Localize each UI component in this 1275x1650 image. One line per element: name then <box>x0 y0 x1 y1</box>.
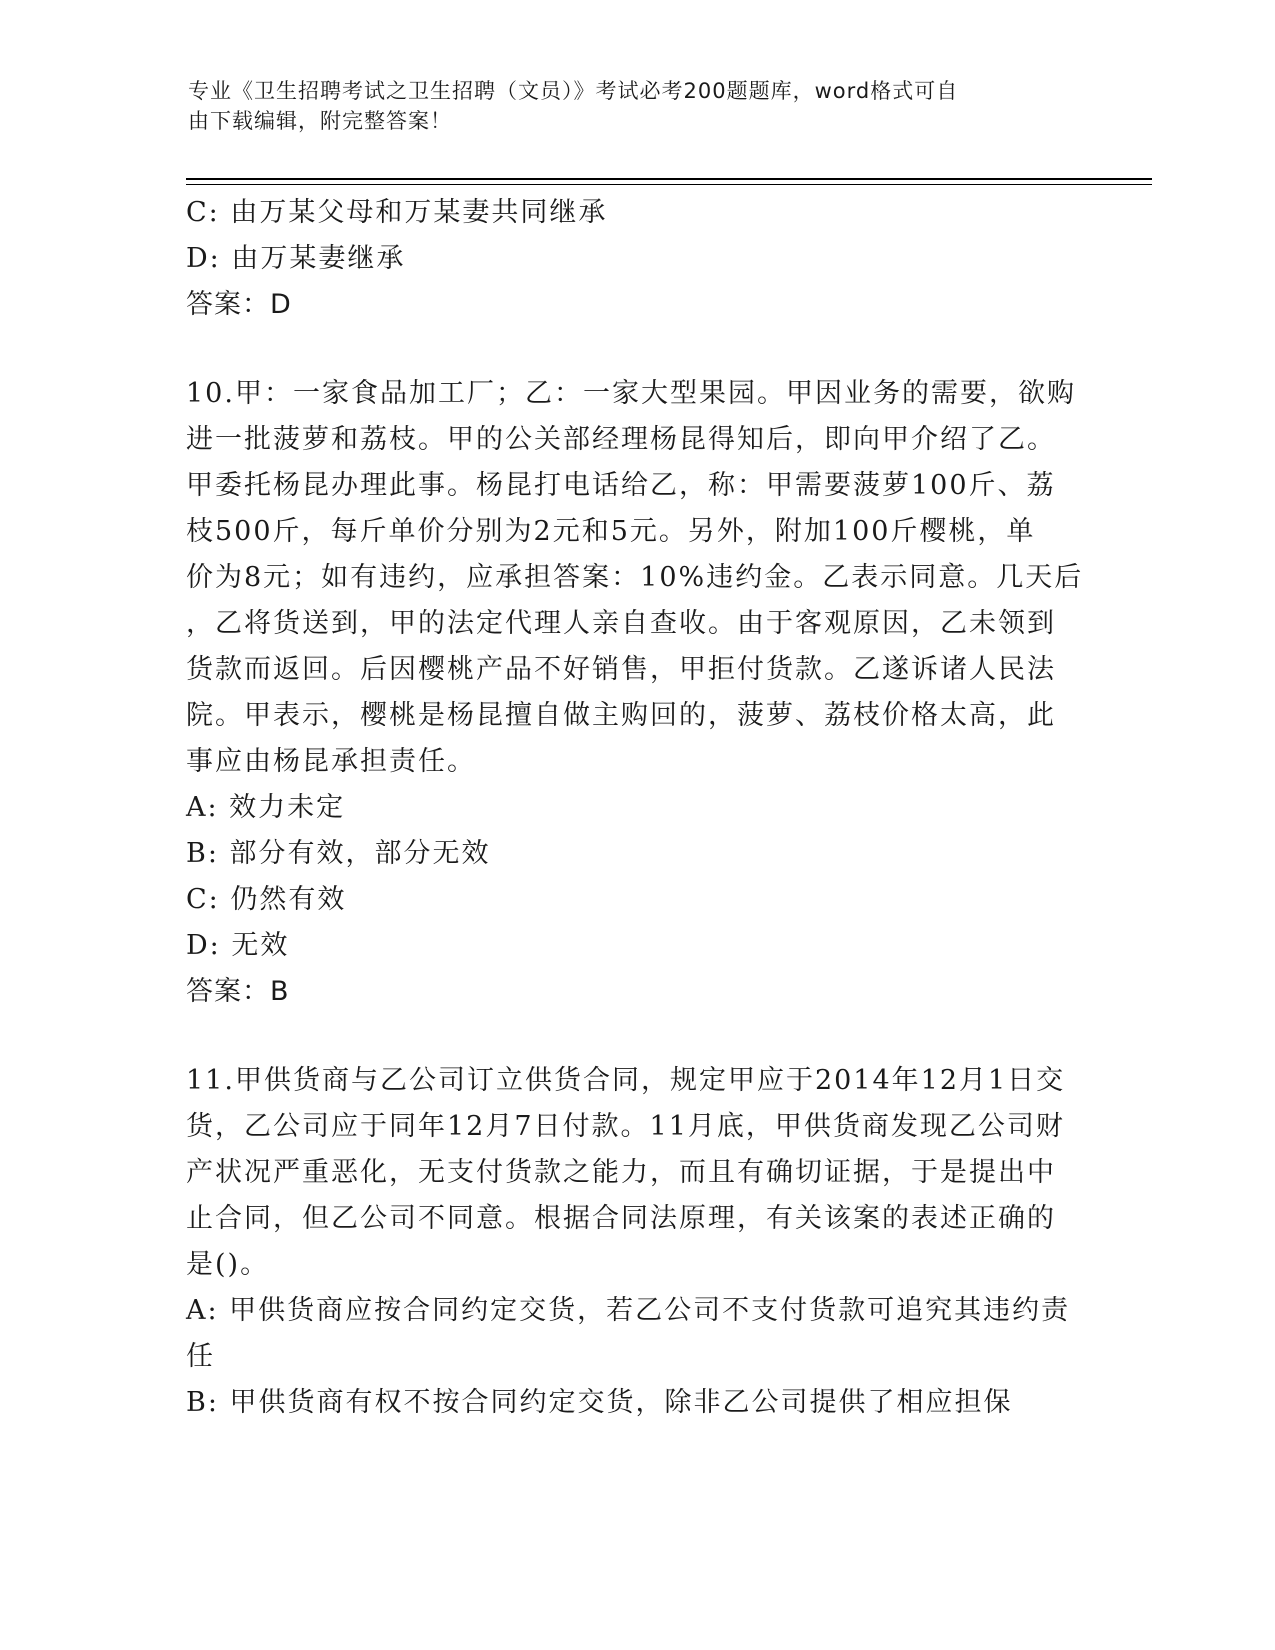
q11-option-b: B: 甲供货商有权不按合同约定交货，除非乙公司提供了相应担保 <box>186 1387 1013 1418</box>
document-body <box>186 190 1086 1426</box>
header-divider-thin <box>186 184 1152 185</box>
q11-stem-line: 货，乙公司应于同年12月7日付款。11月底，甲供货商发现乙公司财 <box>186 1111 1065 1142</box>
q11-option-a-line-1: A: 甲供货商应按合同约定交货，若乙公司不支付货款可追究其违约责 <box>186 1295 1071 1326</box>
document-header <box>188 76 1068 136</box>
q11-stem-line: 产状况严重恶化，无支付货款之能力，而且有确切证据，于是提出中 <box>186 1157 1056 1188</box>
q10-option-b: B: 部分有效，部分无效 <box>186 838 491 869</box>
q10-stem-line: 事应由杨昆承担责任。 <box>186 746 476 777</box>
q10-stem-line: ，乙将货送到，甲的法定代理人亲自查收。由于客观原因，乙未领到 <box>186 608 1056 639</box>
q10-stem-line: 价为8元；如有违约，应承担答案：10%违约金。乙表示同意。几天后 <box>186 562 1084 593</box>
q10-option-d: D: 无效 <box>186 930 290 961</box>
question-9-tail <box>186 190 1086 328</box>
header-line-1: 专业《卫生招聘考试之卫生招聘（文员）》考试必考200题题库，word格式可自 <box>188 79 959 103</box>
q10-option-a: A: 效力未定 <box>186 792 346 823</box>
q11-stem-line: 11.甲供货商与乙公司订立供货合同，规定甲应于2014年12月1日交 <box>186 1065 1066 1096</box>
q10-stem-line: 枝500斤，每斤单价分别为2元和5元。另外，附加100斤樱桃，单 <box>186 516 1036 547</box>
q9-option-d: D: 由万某妻继承 <box>186 243 406 274</box>
q9-answer: 答案：D <box>186 289 292 320</box>
q10-stem-line: 甲委托杨昆办理此事。杨昆打电话给乙，称：甲需要菠萝100斤、荔 <box>186 470 1056 501</box>
q10-option-c: C: 仍然有效 <box>186 884 347 915</box>
q11-stem-line: 止合同，但乙公司不同意。根据合同法原理，有关该案的表述正确的 <box>186 1203 1056 1234</box>
q9-option-c: C: 由万某父母和万某妻共同继承 <box>186 197 608 228</box>
spacer <box>186 1015 1086 1058</box>
q10-stem-line: 10.甲：一家食品加工厂；乙：一家大型果园。甲因业务的需要，欲购 <box>186 378 1076 409</box>
q11-option-a-line-2: 任 <box>186 1341 215 1372</box>
q10-answer: 答案：B <box>186 976 290 1007</box>
q11-stem-line: 是()。 <box>186 1249 270 1280</box>
q10-stem-line: 院。甲表示，樱桃是杨昆擅自做主购回的，菠萝、荔枝价格太高，此 <box>186 700 1056 731</box>
q10-stem-line: 货款而返回。后因樱桃产品不好销售，甲拒付货款。乙遂诉诸人民法 <box>186 654 1056 685</box>
question-10 <box>186 371 1086 1015</box>
question-11 <box>186 1058 1086 1426</box>
q10-stem-line: 进一批菠萝和荔枝。甲的公关部经理杨昆得知后，即向甲介绍了乙。 <box>186 424 1056 455</box>
header-line-2: 由下载编辑，附完整答案！ <box>188 109 452 133</box>
q10-stem <box>186 371 1086 785</box>
q11-stem <box>186 1058 1086 1288</box>
spacer <box>186 328 1086 371</box>
header-divider-thick <box>186 178 1152 180</box>
